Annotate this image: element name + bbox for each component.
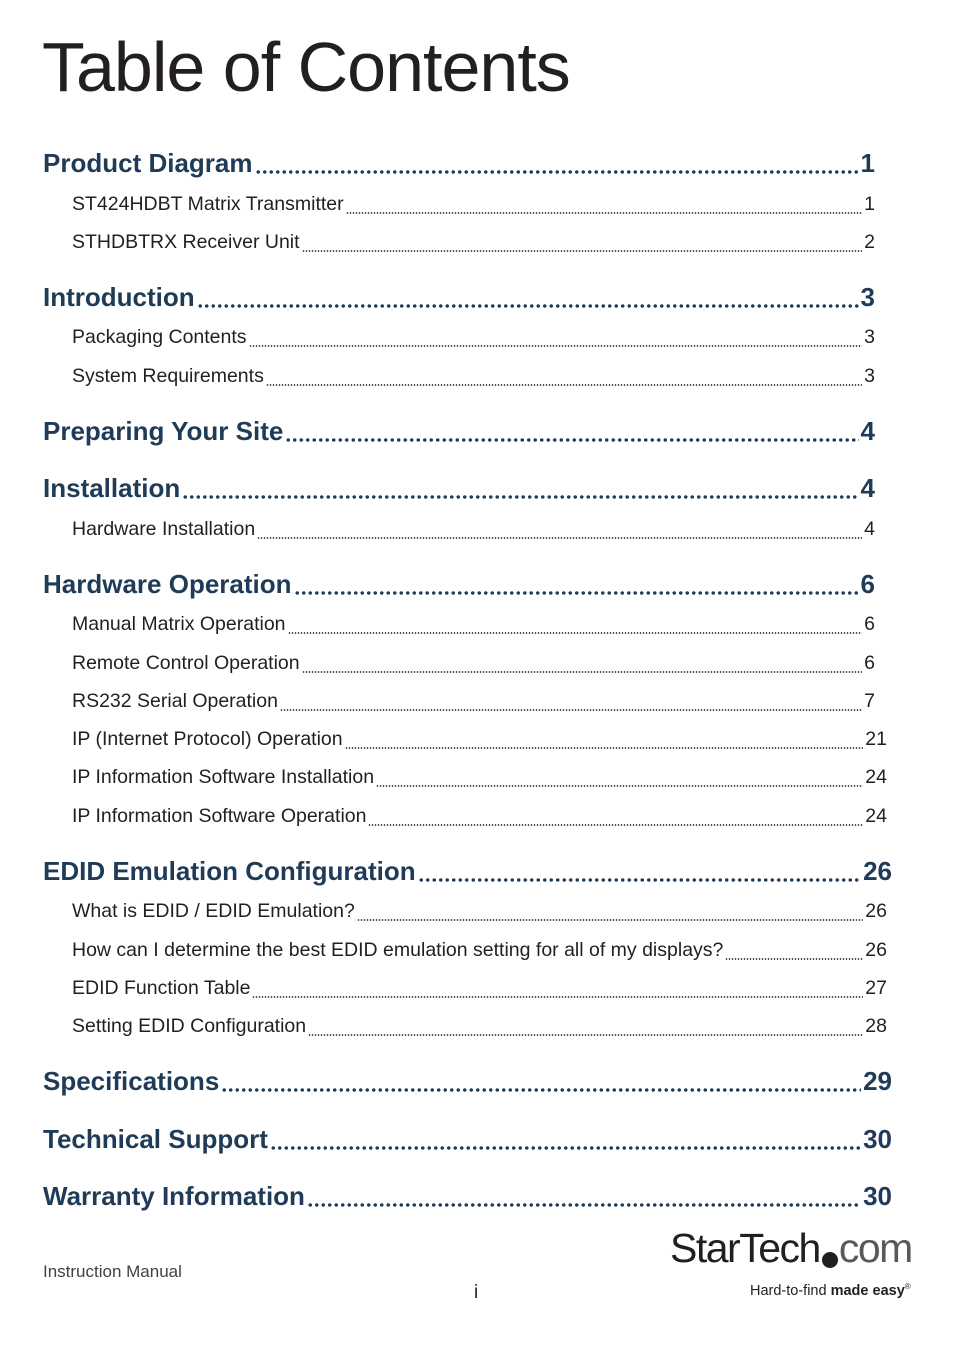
toc-entry-label: Packaging Contents [72, 326, 247, 348]
toc-section-label: Specifications [43, 1066, 220, 1096]
toc-entry-rs232-serial-operation[interactable] [72, 690, 875, 716]
startech-logo [670, 1225, 915, 1308]
toc-page-number: 21 [865, 728, 887, 750]
toc-entry-ip-software-installation[interactable] [72, 766, 887, 792]
dot-leader [270, 1124, 861, 1156]
toc-entry-label: IP (Internet Protocol) Operation [72, 728, 343, 750]
toc-page-number: 26 [863, 856, 892, 886]
toc-entry-remote-control-operation[interactable] [72, 652, 875, 678]
toc-page-number: 4 [860, 473, 875, 503]
toc-entry-ip-software-operation[interactable] [72, 805, 887, 831]
dot-leader [182, 473, 858, 505]
toc-entry-receiver-unit[interactable] [72, 231, 875, 257]
toc-section-specifications[interactable] [43, 1066, 892, 1098]
toc-page-number: 26 [865, 939, 887, 961]
toc-entry-packaging-contents[interactable] [72, 326, 875, 352]
tagline-plain: Hard-to-find [750, 1282, 831, 1299]
toc-page-number: 27 [865, 977, 887, 999]
toc-section-introduction[interactable] [43, 282, 875, 314]
toc-entry-label: Remote Control Operation [72, 652, 300, 674]
toc-page-number: 7 [864, 690, 875, 712]
toc-page-number: 1 [864, 193, 875, 215]
page-number: i [474, 1282, 479, 1303]
logo-word-suffix: com [838, 1225, 912, 1271]
toc-page-number: 4 [860, 416, 875, 446]
toc-entry-label: What is EDID / EDID Emulation? [72, 900, 355, 922]
logo-tagline [750, 1282, 911, 1299]
toc-section-warranty-information[interactable] [43, 1181, 892, 1213]
toc-page-number: 24 [865, 805, 887, 827]
dot-leader [249, 326, 863, 352]
dot-leader [252, 977, 863, 1003]
document-type-label: Instruction Manual [43, 1262, 182, 1281]
toc-entry-label: EDID Function Table [72, 977, 251, 999]
toc-page-number: 6 [864, 613, 875, 635]
dot-leader [345, 728, 864, 754]
toc-page-number: 3 [864, 365, 875, 387]
toc-page-number: 26 [865, 900, 887, 922]
dot-leader [308, 1015, 863, 1041]
toc-section-preparing-your-site[interactable] [43, 416, 875, 448]
toc-entry-system-requirements[interactable] [72, 365, 875, 391]
toc-entry-label: Manual Matrix Operation [72, 613, 286, 635]
dot-leader [221, 1066, 861, 1098]
dot-leader [257, 518, 862, 544]
toc-section-label: EDID Emulation Configuration [43, 856, 416, 886]
dot-leader [294, 569, 859, 601]
toc-entry-label: STHDBTRX Receiver Unit [72, 231, 300, 253]
dot-leader [255, 148, 859, 180]
dot-leader [418, 856, 861, 888]
toc-section-label: Hardware Operation [43, 569, 292, 599]
registered-mark: ® [904, 1282, 911, 1291]
toc-page-number: 24 [865, 766, 887, 788]
toc-section-technical-support[interactable] [43, 1124, 892, 1156]
dot-leader [302, 231, 863, 257]
logo-dot-icon [822, 1252, 838, 1268]
toc-page-number: 6 [864, 652, 875, 674]
toc-page-number: 3 [864, 326, 875, 348]
toc-entry-matrix-transmitter[interactable] [72, 193, 875, 219]
dot-leader [357, 900, 863, 926]
toc-entry-what-is-edid[interactable] [72, 900, 887, 926]
dot-leader [288, 613, 863, 639]
toc-entry-label: System Requirements [72, 365, 264, 387]
tagline-bold: made easy [830, 1282, 905, 1299]
dot-leader [346, 193, 863, 219]
toc-page-number: 3 [860, 282, 875, 312]
toc-section-installation[interactable] [43, 473, 875, 505]
toc-entry-best-edid-setting[interactable] [72, 939, 887, 965]
toc-page-number: 30 [863, 1181, 892, 1211]
toc-page-number: 4 [864, 518, 875, 540]
dot-leader [285, 416, 858, 448]
toc-page-number: 1 [860, 148, 875, 178]
toc-section-product-diagram[interactable] [43, 148, 875, 180]
dot-leader [368, 805, 863, 831]
toc-section-label: Introduction [43, 282, 195, 312]
toc-section-edid-emulation[interactable] [43, 856, 892, 888]
logo-wordmark [670, 1225, 912, 1271]
logo-word-brand: StarTech [670, 1225, 820, 1271]
toc-page-number: 2 [864, 231, 875, 253]
dot-leader [197, 282, 859, 314]
toc-entry-hardware-installation[interactable] [72, 518, 875, 544]
toc-entry-ip-operation[interactable] [72, 728, 887, 754]
page-title: Table of Contents [42, 28, 570, 106]
toc-page-number: 30 [863, 1124, 892, 1154]
toc-entry-label: IP Information Software Operation [72, 805, 367, 827]
toc-entry-label: How can I determine the best EDID emulation setting for all of my displays? [72, 939, 724, 961]
toc-section-label: Product Diagram [43, 148, 253, 178]
toc-entry-label: Hardware Installation [72, 518, 256, 540]
toc-page-number: 29 [863, 1066, 892, 1096]
toc-section-hardware-operation[interactable] [43, 569, 875, 601]
dot-leader [307, 1181, 861, 1213]
toc-entry-label: IP Information Software Installation [72, 766, 375, 788]
dot-leader [725, 939, 863, 965]
toc-page-number: 28 [865, 1015, 887, 1037]
toc-entry-setting-edid-configuration[interactable] [72, 1015, 887, 1041]
toc-entry-edid-function-table[interactable] [72, 977, 887, 1003]
toc-section-label: Preparing Your Site [43, 416, 284, 446]
toc-section-label: Technical Support [43, 1124, 268, 1154]
toc-entry-manual-matrix-operation[interactable] [72, 613, 875, 639]
dot-leader [376, 766, 863, 792]
dot-leader [280, 690, 862, 716]
toc-section-label: Installation [43, 473, 181, 503]
dot-leader [302, 652, 863, 678]
toc-entry-label: ST424HDBT Matrix Transmitter [72, 193, 344, 215]
toc-section-label: Warranty Information [43, 1181, 305, 1211]
toc-page-number: 6 [860, 569, 875, 599]
dot-leader [266, 365, 862, 391]
toc-entry-label: Setting EDID Configuration [72, 1015, 307, 1037]
toc-entry-label: RS232 Serial Operation [72, 690, 278, 712]
